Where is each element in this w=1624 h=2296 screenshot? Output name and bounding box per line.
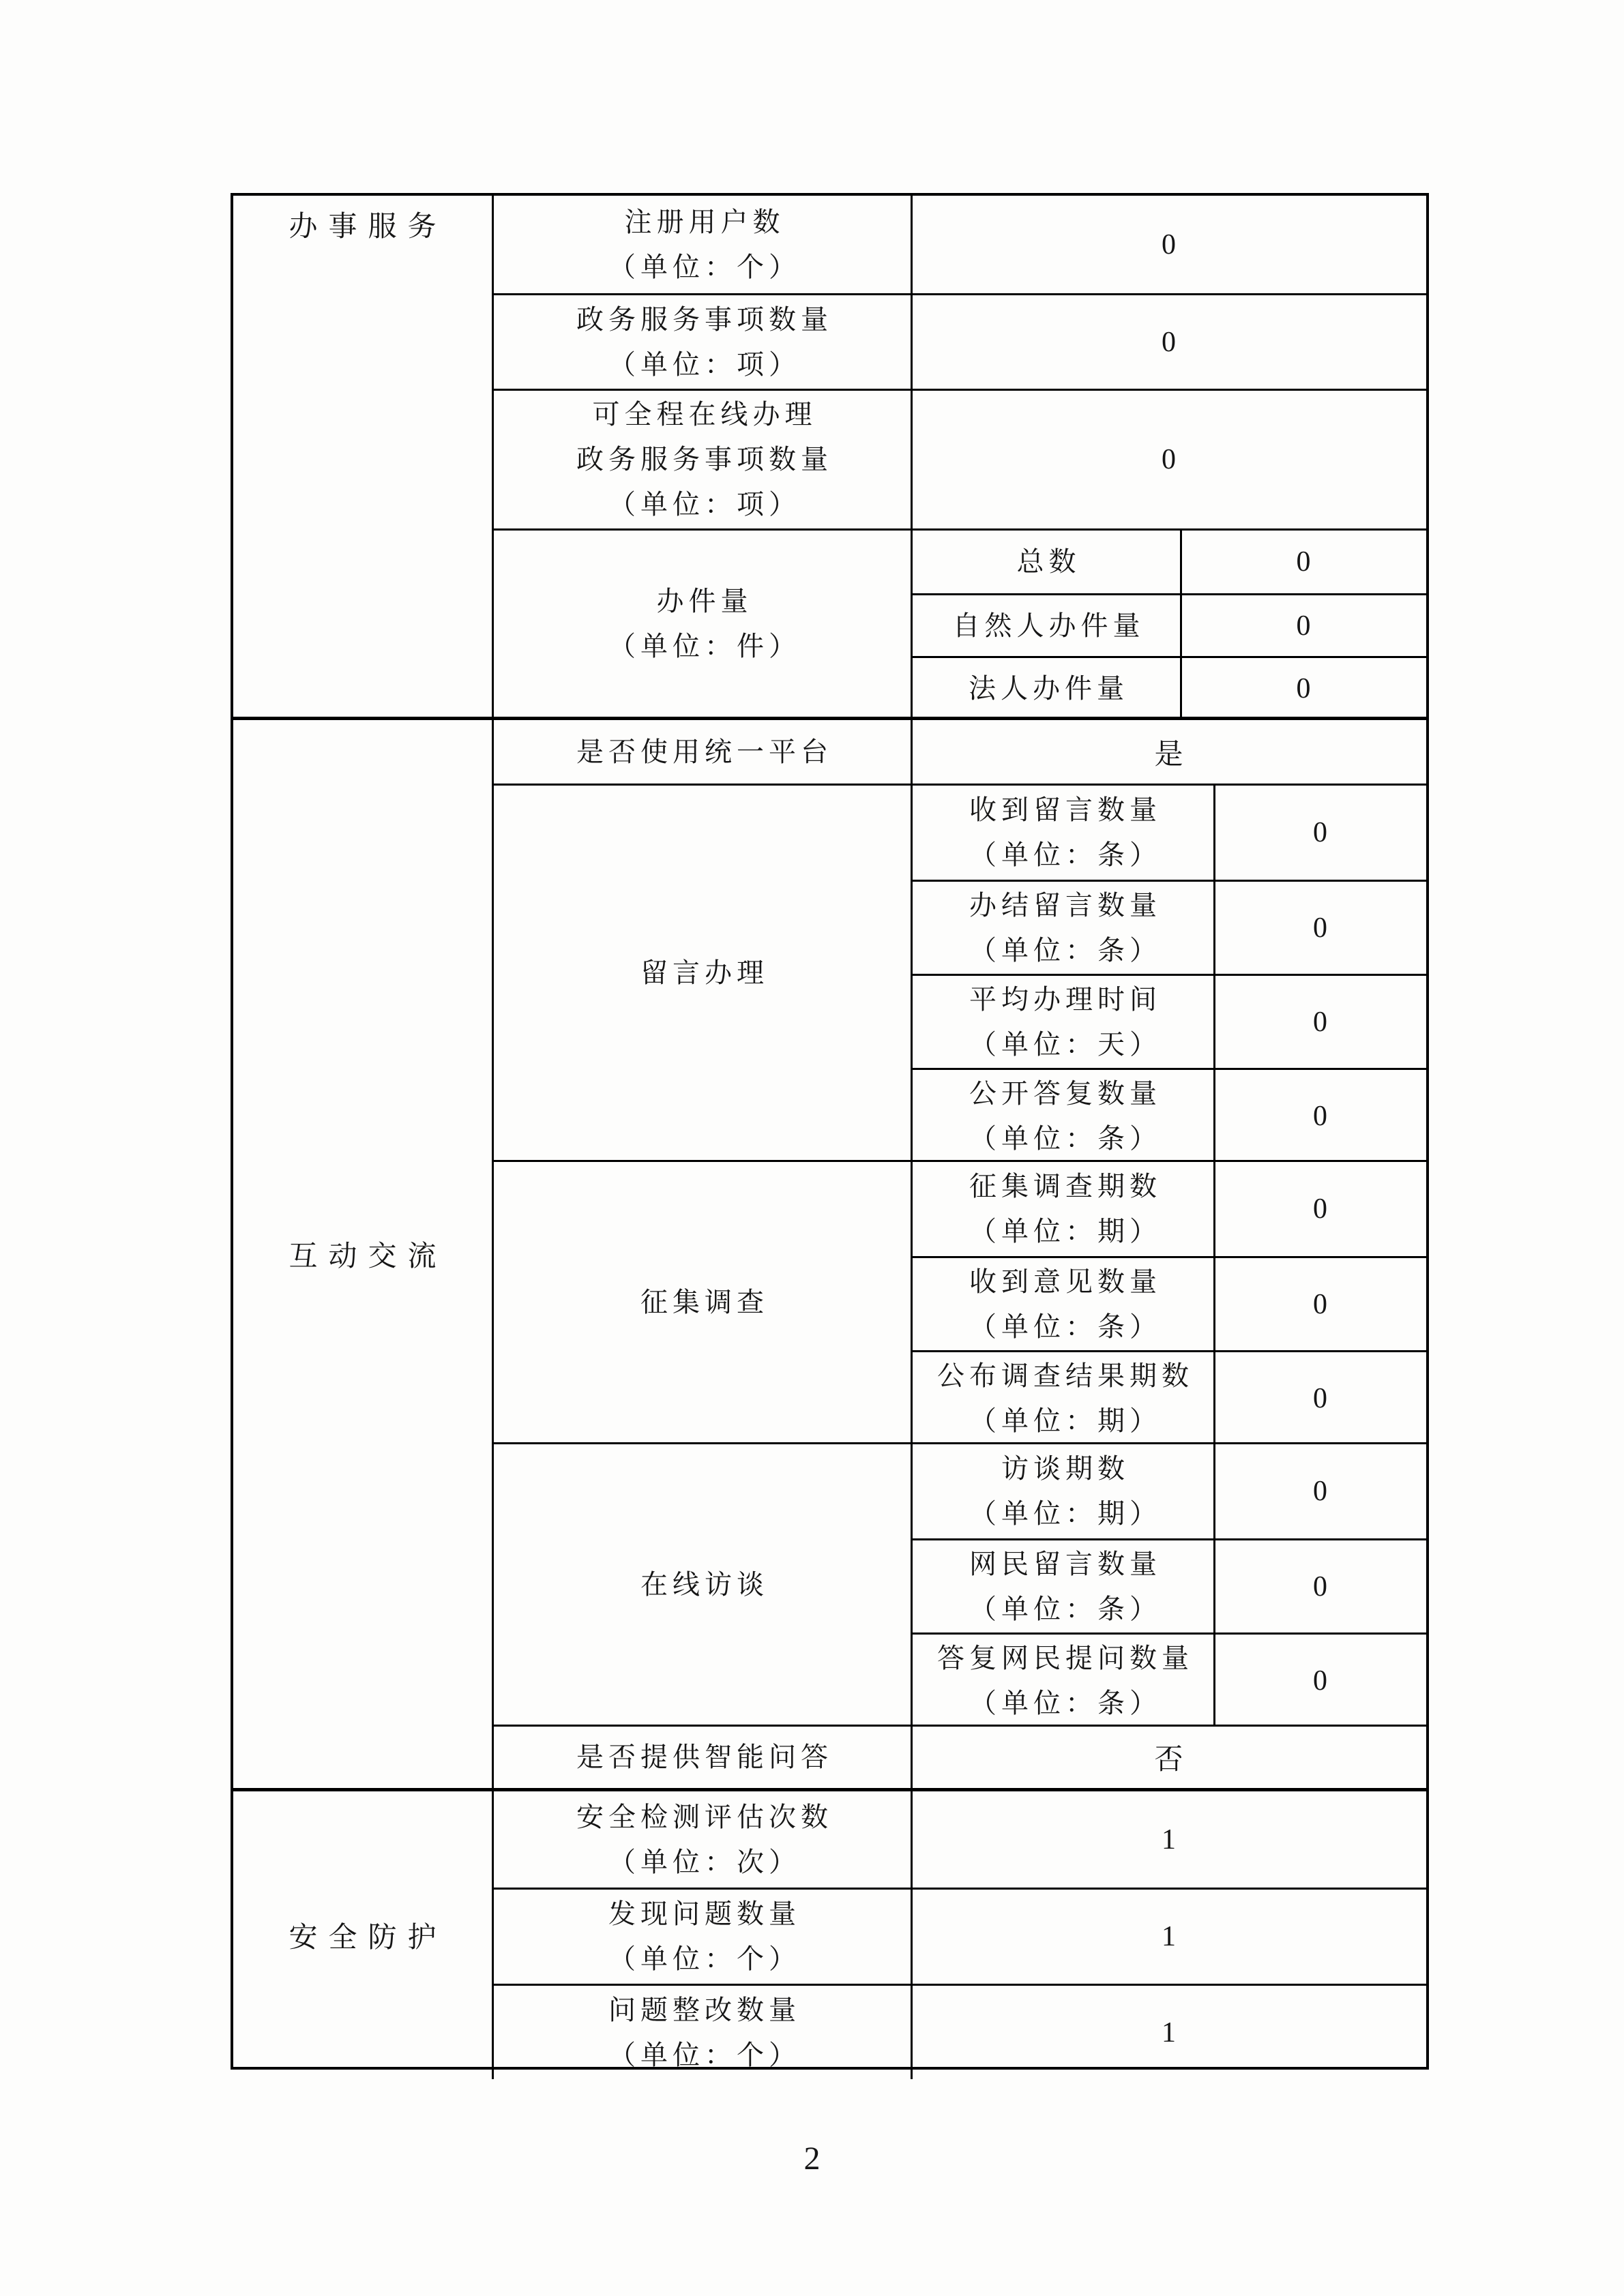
sub-row xyxy=(913,974,1426,1068)
section-content xyxy=(494,720,1426,1788)
item-label: （单位：件） xyxy=(608,630,801,661)
category-cell xyxy=(233,720,494,1788)
sub-item-label: 平均办理时间 xyxy=(969,983,1162,1015)
value-cell xyxy=(1215,1258,1426,1350)
value-text: 0 xyxy=(1313,1006,1329,1038)
value-cell xyxy=(913,1727,1426,1788)
section-content xyxy=(494,1791,1426,2079)
sub-row xyxy=(913,1068,1426,1162)
item-label: 征集调查 xyxy=(640,1286,769,1317)
value-cell xyxy=(913,1791,1426,1888)
item-label-cell xyxy=(494,1444,913,1725)
value-text: 0 xyxy=(1313,1665,1329,1697)
table-row xyxy=(494,720,1426,784)
sub-item-label: 收到意见数量 xyxy=(969,1266,1162,1297)
value-text: 0 xyxy=(1313,1100,1329,1132)
item-label-cell xyxy=(494,391,913,528)
value-cell xyxy=(913,720,1426,784)
sub-item-label: 征集调查期数 xyxy=(969,1171,1162,1202)
sub-item-label-cell xyxy=(913,1258,1215,1350)
table-row xyxy=(494,1442,1426,1725)
sub-item-label: 总数 xyxy=(1016,546,1081,577)
sub-item-label: 网民留言数量 xyxy=(969,1548,1162,1579)
sub-row xyxy=(913,1350,1426,1444)
value-cell xyxy=(913,196,1426,293)
item-label-cell xyxy=(494,786,913,1160)
section-content xyxy=(494,196,1426,717)
value-text: 0 xyxy=(1313,1193,1329,1225)
item-label: 留言办理 xyxy=(640,957,769,988)
item-label: 是否使用统一平台 xyxy=(576,736,833,767)
value-text: 0 xyxy=(1313,912,1329,944)
value-cell xyxy=(913,1890,1426,1984)
category-label: 互动交流 xyxy=(289,1241,447,1272)
value-cell xyxy=(1215,1352,1426,1444)
item-label: （单位：项） xyxy=(608,348,801,380)
value-text: 0 xyxy=(1313,1570,1329,1602)
sub-item-label: （单位：条） xyxy=(969,1122,1162,1154)
table-section xyxy=(233,196,1426,717)
value-cell xyxy=(1215,882,1426,974)
item-label: （单位：次） xyxy=(608,1846,801,1877)
value-cell xyxy=(1182,531,1426,593)
sub-item-label: 办结留言数量 xyxy=(969,889,1162,921)
sub-item-label: 公布调查结果期数 xyxy=(937,1360,1194,1391)
table-row xyxy=(494,1791,1426,1888)
sub-item-label: （单位：条） xyxy=(969,1593,1162,1624)
item-label-cell xyxy=(494,531,913,717)
sub-item-label-cell xyxy=(913,1635,1215,1727)
item-label: 是否提供智能问答 xyxy=(576,1742,833,1772)
item-label-cell xyxy=(494,1727,913,1788)
table-row xyxy=(494,784,1426,1160)
sub-item-label: 自然人办件量 xyxy=(952,610,1145,641)
item-label-cell xyxy=(494,1791,913,1888)
value-cell xyxy=(913,295,1426,389)
value-cell xyxy=(1182,658,1426,719)
value-cell xyxy=(1182,595,1426,656)
value-cell xyxy=(1215,1162,1426,1256)
page-number: 2 xyxy=(803,2141,821,2177)
value-text: 0 xyxy=(1296,610,1312,642)
sub-item-label-cell xyxy=(913,1540,1215,1632)
sub-rows xyxy=(913,1162,1426,1442)
value-text: 0 xyxy=(1162,326,1177,358)
item-label-cell xyxy=(494,295,913,389)
sub-rows xyxy=(913,531,1426,717)
sub-item-label-cell xyxy=(913,1444,1215,1538)
sub-item-label-cell xyxy=(913,1162,1215,1256)
sub-item-label-cell xyxy=(913,531,1182,593)
category-label: 办事服务 xyxy=(289,211,447,243)
sub-row xyxy=(913,593,1426,656)
sub-item-label-cell xyxy=(913,786,1215,880)
table-row xyxy=(494,528,1426,717)
value-cell xyxy=(1215,786,1426,880)
item-label: 可全程在线办理 xyxy=(592,399,817,430)
sub-row xyxy=(913,786,1426,880)
sub-row xyxy=(913,531,1426,593)
sub-item-label: （单位：条） xyxy=(969,839,1162,870)
sub-item-label: （单位：期） xyxy=(969,1216,1162,1247)
sub-item-label-cell xyxy=(913,882,1215,974)
value-text: 0 xyxy=(1296,672,1312,704)
table-section xyxy=(233,1788,1426,2079)
value-cell xyxy=(913,391,1426,528)
sub-item-label-cell xyxy=(913,1352,1215,1444)
item-label: 发现问题数量 xyxy=(608,1898,801,1929)
value-text: 1 xyxy=(1162,2016,1177,2048)
table-row xyxy=(494,1160,1426,1442)
table-row xyxy=(494,1725,1426,1788)
sub-item-label: 答复网民提问数量 xyxy=(937,1642,1194,1673)
item-label: 注册用户数 xyxy=(624,206,785,237)
table-section xyxy=(233,717,1426,1788)
sub-item-label-cell xyxy=(913,658,1182,719)
value-text: 0 xyxy=(1296,546,1312,578)
item-label: （单位：项） xyxy=(608,489,801,520)
item-label: 在线访谈 xyxy=(640,1568,769,1600)
value-cell xyxy=(1215,1540,1426,1632)
value-cell xyxy=(1215,1635,1426,1727)
sub-item-label: 公开答复数量 xyxy=(969,1077,1162,1109)
item-label-cell xyxy=(494,1986,913,2079)
sub-item-label-cell xyxy=(913,595,1182,656)
item-label: （单位：个） xyxy=(608,2039,801,2070)
value-cell xyxy=(1215,1070,1426,1162)
item-label: （单位：个） xyxy=(608,251,801,282)
item-label: 问题整改数量 xyxy=(608,1994,801,2025)
item-label-cell xyxy=(494,1890,913,1984)
sub-item-label: （单位：期） xyxy=(969,1498,1162,1529)
sub-rows xyxy=(913,786,1426,1160)
category-cell xyxy=(233,196,494,717)
value-text: 1 xyxy=(1162,1823,1177,1855)
sub-row xyxy=(913,880,1426,974)
value-text: 0 xyxy=(1313,1288,1329,1320)
sub-item-label: （单位：期） xyxy=(969,1405,1162,1436)
sub-row xyxy=(913,1256,1426,1350)
table-row xyxy=(494,1984,1426,2079)
value-text: 0 xyxy=(1313,1476,1329,1507)
sub-item-label: （单位：天） xyxy=(969,1028,1162,1060)
value-text: 0 xyxy=(1313,817,1329,848)
table-row xyxy=(494,196,1426,293)
item-label-cell xyxy=(494,196,913,293)
table-row xyxy=(494,1888,1426,1984)
sub-item-label: 收到留言数量 xyxy=(969,794,1162,825)
sub-item-label: （单位：条） xyxy=(969,934,1162,966)
sub-item-label: （单位：条） xyxy=(969,1687,1162,1718)
category-cell xyxy=(233,1791,494,2079)
sub-row xyxy=(913,1162,1426,1256)
value-text: 0 xyxy=(1162,444,1177,475)
sub-row xyxy=(913,656,1426,719)
item-label: 政务服务事项数量 xyxy=(576,303,833,335)
table-row xyxy=(494,389,1426,528)
value-text: 是 xyxy=(1154,739,1185,771)
value-text: 1 xyxy=(1162,1921,1177,1952)
item-label-cell xyxy=(494,1162,913,1442)
sub-row xyxy=(913,1632,1426,1727)
item-label: 政务服务事项数量 xyxy=(576,444,833,475)
value-cell xyxy=(1215,976,1426,1068)
value-cell xyxy=(913,1986,1426,2079)
value-text: 0 xyxy=(1162,228,1177,260)
value-text: 否 xyxy=(1154,1744,1185,1776)
item-label-cell xyxy=(494,720,913,784)
sub-item-label: 法人办件量 xyxy=(969,672,1129,704)
sub-rows xyxy=(913,1444,1426,1725)
item-label: （单位：个） xyxy=(608,1943,801,1974)
sub-row xyxy=(913,1538,1426,1632)
sub-item-label: （单位：条） xyxy=(969,1311,1162,1342)
category-label: 安全防护 xyxy=(289,1922,447,1954)
sub-item-label-cell xyxy=(913,976,1215,1068)
item-label: 办件量 xyxy=(656,585,753,616)
report-table xyxy=(231,193,1429,2070)
sub-item-label: 访谈期数 xyxy=(1001,1453,1130,1484)
value-cell xyxy=(1215,1444,1426,1538)
sub-item-label-cell xyxy=(913,1070,1215,1162)
sub-row xyxy=(913,1444,1426,1538)
table-row xyxy=(494,293,1426,389)
value-text: 0 xyxy=(1313,1382,1329,1414)
item-label: 安全检测评估次数 xyxy=(576,1801,833,1832)
